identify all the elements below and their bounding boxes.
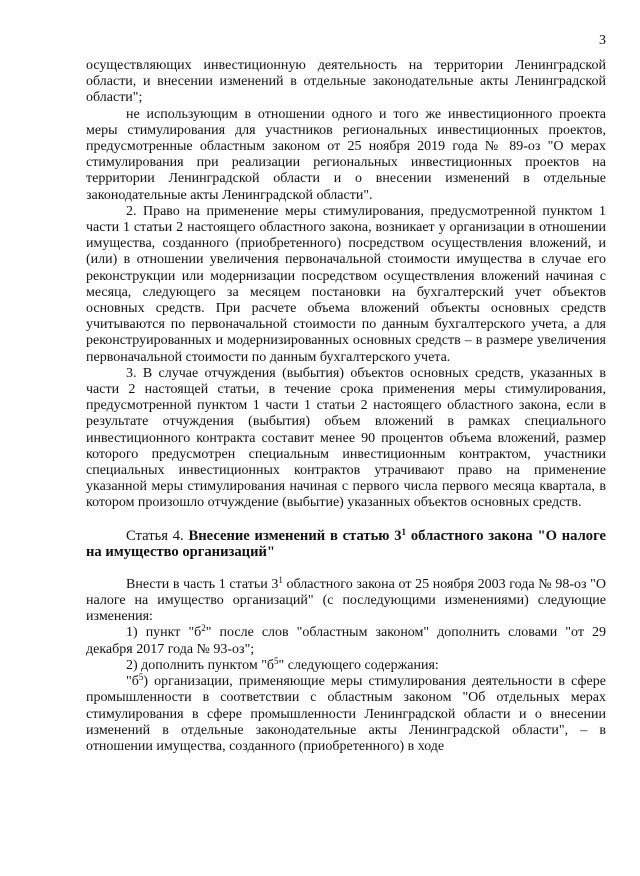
amendment-item-1 bbox=[86, 625, 606, 657]
intro-text-b: областного закона от 25 ноября 2003 года № 98-оз "О налоге на имущество организаций" (с последующими изменениями) следующие изменения: bbox=[86, 576, 606, 625]
paragraph-continuation: осуществляющих инвестиционную деятельность на территории Ленинградской области, и внесении изменений в отдельные законодательные акты Ленинградской области"; bbox=[86, 58, 606, 106]
page-number: 3 bbox=[599, 33, 606, 48]
quote-text-b: ) организации, применяющие меры стимулирования деятельности в сфере промышленности в соответствии с областным законом "Об отдельных мерах стимулирования в сфере промышленности Ленинградской области и о внесении изменений в отдельные законодательные акты Ленинградской области", – в отношении имущества, созданного (приобретенного) в ходе bbox=[86, 674, 606, 754]
quote-sup: 5 bbox=[138, 672, 144, 683]
article-4-heading bbox=[86, 528, 606, 561]
spacer bbox=[86, 561, 606, 577]
amendment-item-2 bbox=[86, 655, 606, 674]
item2-text-b: " следующего содержания: bbox=[278, 657, 439, 673]
item1-sup: 2 bbox=[201, 623, 206, 634]
article-4-title-a: Внесение изменений в статью 3 bbox=[188, 527, 402, 544]
article-4-prefix: Статья 4. bbox=[126, 527, 189, 544]
paragraph-2-right-to-apply: 2. Право на применение меры стимулирования, предусмотренной пунктом 1 части 1 статьи 2 настоящего областного закона, возникает у организации в отношении имущества, созданного (приобретенного) посредством осуществления вложений, и (или) в отношении увеличения первоначальной стоимости имущества в случае его реконструкции или модернизации посредством осуществления вложений начиная с месяца, следующего за месяцем постановки на бухгалтерский учет объектов основных средств. При расчете объема вложений объекты основных средств учитываются по первоначальной стоимости по данным бухгалтерского учета, а для реконструированных и модернизированных основных средств – в размере увеличения первоначальной стоимости по данным бухгалтерского учета. bbox=[86, 203, 606, 365]
item2-sup: 5 bbox=[274, 655, 279, 666]
intro-sup: 1 bbox=[278, 574, 283, 585]
spacer bbox=[86, 512, 606, 528]
article-4-title-sup: 1 bbox=[401, 526, 407, 537]
article-4-intro bbox=[86, 574, 606, 626]
paragraph-3-disposal: 3. В случае отчуждения (выбытия) объектов основных средств, указанных в части 2 настоящей статьи, в течение срока применения меры стимулирования, предусмотренной пунктом 1 части 1 статьи 2 настоящего областного закона, если в результате отчуждения (выбытия) объем вложений в рамках специального инвестиционного контракта составит менее 90 процентов объема вложений, размер которого предусмотрен специальным инвестиционным контрактом, участники специальных инвестиционных контрактов утрачивают право на применение указанной меры стимулирования начиная с первого числа первого месяца квартала, в котором произошло отчуждение (выбытие) указанных объектов основных средств. bbox=[86, 365, 606, 511]
paragraph-not-using-measures: не использующим в отношении одного и того же инвестиционного проекта меры стимулирования для участников региональных инвестиционных проектов, предусмотренные областным законом от 25 ноября 2019 года № 89-оз "О мерах стимулирования при реализации региональных инвестиционных проектов на территории Ленинградской области и о внесении изменений в отдельные законодательные акты Ленинградской области". bbox=[86, 106, 606, 203]
article-4-title-b: областного закона "О налоге на имущество организаций" bbox=[86, 527, 606, 561]
item1-text-b: " после слов "областным законом" дополнить словами "от 29 декабря 2017 года № 93-оз"; bbox=[86, 625, 606, 657]
item1-text-a: 1) пункт "б bbox=[126, 625, 202, 641]
item2-text-a: 2) дополнить пунктом "б bbox=[126, 657, 275, 673]
quote-text-a: "б bbox=[126, 674, 139, 690]
amendment-quote-b5 bbox=[86, 674, 606, 755]
intro-text-a: Внести в часть 1 статьи 3 bbox=[126, 576, 279, 592]
